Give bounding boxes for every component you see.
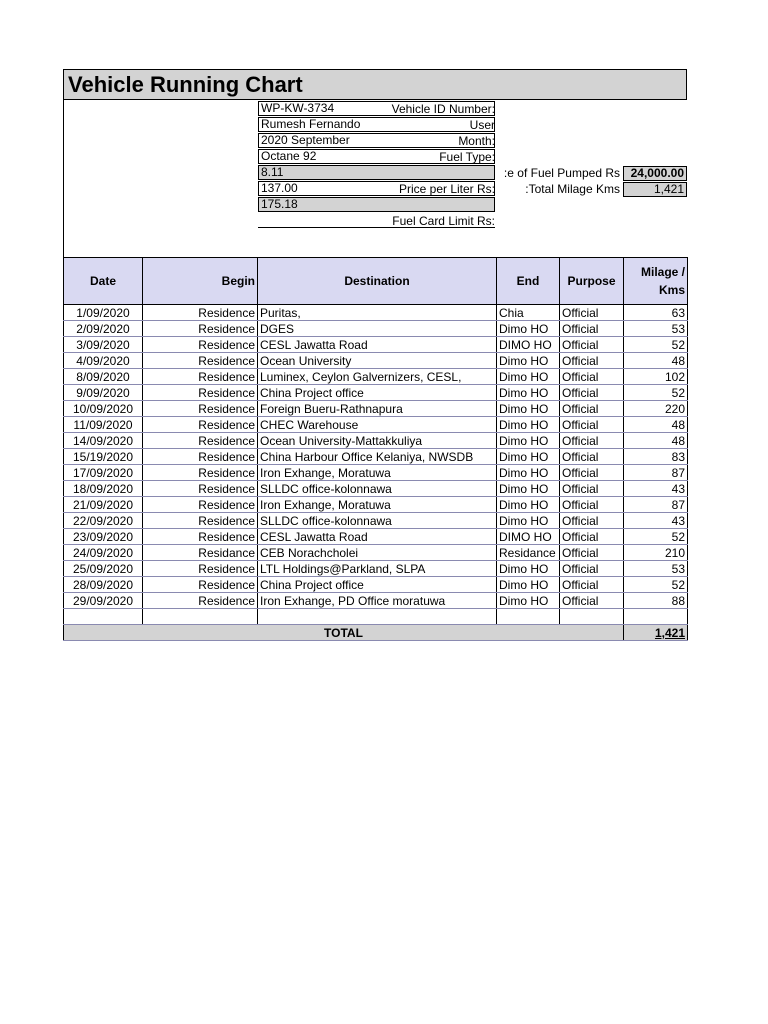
column-header-destination[interactable]: Destination — [258, 258, 497, 305]
info-value-ave-fuel-consumption[interactable]: 8.11 — [258, 165, 495, 180]
cell-purpose[interactable]: Official — [560, 529, 624, 545]
cell-purpose[interactable]: Official — [560, 337, 624, 353]
cell-end[interactable]: Residance — [497, 545, 560, 561]
cell-milage[interactable]: 87 — [624, 465, 688, 481]
cell-destination[interactable]: Ocean University-Mattakkuliya — [258, 433, 497, 449]
cell-begin[interactable]: Residence — [143, 305, 258, 321]
cell-date[interactable]: 10/09/2020 — [64, 401, 143, 417]
cell-purpose[interactable]: Official — [560, 593, 624, 609]
table-row — [64, 481, 688, 497]
table-cell[interactable] — [560, 609, 624, 625]
cell-purpose[interactable]: Official — [560, 481, 624, 497]
table-row — [64, 449, 688, 465]
table-row — [64, 353, 688, 369]
table-row — [64, 545, 688, 561]
cell-begin[interactable]: Residence — [143, 529, 258, 545]
cell-destination[interactable]: Foreign Bueru-Rathnapura — [258, 401, 497, 417]
table-row — [64, 513, 688, 529]
cell-purpose[interactable]: Official — [560, 449, 624, 465]
info-label: User — [469, 118, 495, 132]
table-row — [64, 337, 688, 353]
info-label: Month: — [458, 134, 495, 148]
info-row-user — [64, 117, 495, 133]
cell-begin[interactable]: Residence — [143, 369, 258, 385]
cell-end[interactable]: Dimo HO — [497, 497, 560, 513]
cell-begin[interactable]: Residence — [143, 433, 258, 449]
cell-begin[interactable]: Residence — [143, 337, 258, 353]
cell-milage[interactable]: 63 — [624, 305, 688, 321]
cell-end[interactable]: DIMO HO — [497, 529, 560, 545]
cell-end[interactable]: Dimo HO — [497, 353, 560, 369]
cell-destination[interactable]: Luminex, Ceylon Galvernizers, CESL, — [258, 369, 497, 385]
cell-date[interactable]: 21/09/2020 — [64, 497, 143, 513]
cell-date[interactable]: 18/09/2020 — [64, 481, 143, 497]
cell-milage[interactable]: 52 — [624, 529, 688, 545]
cell-milage[interactable]: 48 — [624, 433, 688, 449]
cell-milage[interactable]: 53 — [624, 561, 688, 577]
cell-milage[interactable]: 83 — [624, 449, 688, 465]
table-row — [64, 593, 688, 609]
cell-begin[interactable]: Residence — [143, 401, 258, 417]
table-row — [64, 305, 688, 321]
table-header-row — [64, 258, 688, 305]
column-header-begin[interactable]: Begin — [143, 258, 258, 305]
sheet-title: Vehicle Running Chart — [63, 69, 687, 100]
total-milage-value[interactable]: 1,421 — [623, 182, 687, 197]
table-body — [64, 305, 688, 609]
cell-date[interactable]: 23/09/2020 — [64, 529, 143, 545]
cell-date[interactable]: 17/09/2020 — [64, 465, 143, 481]
cell-purpose[interactable]: Official — [560, 513, 624, 529]
cell-end[interactable]: Dimo HO — [497, 417, 560, 433]
cell-end[interactable]: Dimo HO — [497, 561, 560, 577]
cell-begin[interactable]: Residance — [143, 545, 258, 561]
info-value-fuel-type[interactable]: Octane 92 — [258, 149, 495, 164]
cell-date[interactable]: 3/09/2020 — [64, 337, 143, 353]
info-value-price-per-liter[interactable]: 137.00 — [258, 181, 495, 196]
table-blank-row — [64, 609, 688, 625]
cell-milage[interactable]: 52 — [624, 385, 688, 401]
cell-date[interactable]: 25/09/2020 — [64, 561, 143, 577]
cell-end[interactable]: Dimo HO — [497, 369, 560, 385]
info-row-ave-fuel-consumption — [64, 165, 495, 181]
running-log-table — [63, 257, 688, 641]
table-row — [64, 529, 688, 545]
table-cell[interactable] — [143, 609, 258, 625]
total-value[interactable]: 1,421 — [624, 625, 688, 641]
info-value-month[interactable]: 2020 September — [258, 133, 495, 148]
table-cell[interactable] — [624, 609, 688, 625]
column-header-milage-line2: Kms — [658, 283, 685, 297]
cell-end[interactable]: DIMO HO — [497, 337, 560, 353]
table-cell[interactable] — [258, 609, 497, 625]
cell-begin[interactable]: Residence — [143, 417, 258, 433]
column-header-milage[interactable] — [624, 258, 688, 305]
cell-purpose[interactable]: Official — [560, 353, 624, 369]
cell-destination[interactable]: CHEC Warehouse — [258, 417, 497, 433]
info-row-fuel-type — [64, 149, 495, 165]
cell-destination[interactable]: CEB Norachcholei — [258, 545, 497, 561]
cell-destination[interactable]: DGES — [258, 321, 497, 337]
table-row — [64, 497, 688, 513]
cell-destination[interactable]: China Harbour Office Kelaniya, NWSDB — [258, 449, 497, 465]
column-header-purpose[interactable]: Purpose — [560, 258, 624, 305]
cell-end[interactable]: Dimo HO — [497, 433, 560, 449]
table-row — [64, 433, 688, 449]
cell-end[interactable]: Dimo HO — [497, 593, 560, 609]
cell-date[interactable]: 24/09/2020 — [64, 545, 143, 561]
cell-purpose[interactable]: Official — [560, 465, 624, 481]
table-row — [64, 401, 688, 417]
cell-destination[interactable]: SLLDC office-kolonnawa — [258, 513, 497, 529]
info-value-total-liters[interactable]: 175.18 — [258, 197, 495, 212]
cell-begin[interactable]: Residence — [143, 561, 258, 577]
cell-date[interactable]: 11/09/2020 — [64, 417, 143, 433]
cell-begin[interactable]: Residence — [143, 513, 258, 529]
info-row-price-per-liter — [64, 181, 495, 197]
column-header-date[interactable]: Date — [64, 258, 143, 305]
info-row-total-liters — [64, 197, 495, 213]
cell-purpose[interactable]: Official — [560, 577, 624, 593]
table-row — [64, 561, 688, 577]
cell-end[interactable]: Chia — [497, 305, 560, 321]
cell-purpose[interactable]: Official — [560, 321, 624, 337]
cell-date[interactable]: 29/09/2020 — [64, 593, 143, 609]
cell-milage[interactable]: 53 — [624, 321, 688, 337]
cell-end[interactable]: Dimo HO — [497, 321, 560, 337]
column-header-milage-line1: Milage / — [640, 265, 685, 279]
info-row-fuel-card-limit — [64, 213, 495, 229]
cell-purpose[interactable]: Official — [560, 545, 624, 561]
cell-date[interactable]: 2/09/2020 — [64, 321, 143, 337]
cell-begin[interactable]: Residence — [143, 593, 258, 609]
cell-milage[interactable]: 48 — [624, 353, 688, 369]
cell-milage[interactable]: 48 — [624, 417, 688, 433]
info-value-user[interactable]: Rumesh Fernando — [258, 117, 495, 132]
cell-purpose[interactable]: Official — [560, 401, 624, 417]
cell-end[interactable]: Dimo HO — [497, 481, 560, 497]
cell-date[interactable]: 4/09/2020 — [64, 353, 143, 369]
cell-destination[interactable]: Puritas, — [258, 305, 497, 321]
cell-date[interactable]: 8/09/2020 — [64, 369, 143, 385]
cell-purpose[interactable]: Official — [560, 561, 624, 577]
cell-purpose[interactable]: Official — [560, 305, 624, 321]
fuel-pumped-label: e of Fuel Pumped Rs: — [503, 166, 620, 180]
table-total-row — [64, 625, 688, 641]
cell-milage[interactable]: 88 — [624, 593, 688, 609]
cell-milage[interactable]: 87 — [624, 497, 688, 513]
cell-date[interactable]: 15/19/2020 — [64, 449, 143, 465]
info-label: Fuel Card Limit Rs: — [392, 214, 495, 228]
info-value-fuel-card-limit[interactable] — [258, 213, 495, 228]
cell-destination[interactable]: CESL Jawatta Road — [258, 529, 497, 545]
info-label: Fuel Type: — [439, 150, 495, 164]
cell-begin[interactable]: Residence — [143, 321, 258, 337]
table-row — [64, 417, 688, 433]
vehicle-info-section — [63, 100, 687, 257]
info-label: Price per Liter Rs: — [398, 182, 495, 196]
cell-date[interactable]: 9/09/2020 — [64, 385, 143, 401]
cell-milage[interactable]: 43 — [624, 513, 688, 529]
table-cell[interactable] — [64, 609, 143, 625]
cell-begin[interactable]: Residence — [143, 497, 258, 513]
cell-begin[interactable]: Residence — [143, 481, 258, 497]
total-label: TOTAL — [64, 625, 624, 641]
cell-begin[interactable]: Residence — [143, 385, 258, 401]
cell-milage[interactable]: 52 — [624, 577, 688, 593]
cell-date[interactable]: 1/09/2020 — [64, 305, 143, 321]
cell-date[interactable]: 22/09/2020 — [64, 513, 143, 529]
info-value-vehicle-id[interactable]: WP-KW-3734 — [258, 101, 495, 116]
cell-end[interactable]: Dimo HO — [497, 513, 560, 529]
info-label: Vehicle ID Number: — [391, 102, 495, 116]
cell-destination[interactable]: Iron Exhange, Moratuwa — [258, 465, 497, 481]
cell-destination[interactable]: China Project office — [258, 385, 497, 401]
fuel-pumped-value[interactable]: 24,000.00 — [623, 166, 687, 181]
cell-milage[interactable]: 102 — [624, 369, 688, 385]
cell-purpose[interactable]: Official — [560, 385, 624, 401]
cell-milage[interactable]: 210 — [624, 545, 688, 561]
cell-destination[interactable]: Iron Exhange, PD Office moratuwa — [258, 593, 497, 609]
cell-begin[interactable]: Residence — [143, 577, 258, 593]
table-row — [64, 577, 688, 593]
cell-end[interactable]: Dimo HO — [497, 385, 560, 401]
table-row — [64, 321, 688, 337]
cell-destination[interactable]: CESL Jawatta Road — [258, 337, 497, 353]
vehicle-running-chart-sheet — [63, 69, 687, 641]
table-row — [64, 385, 688, 401]
cell-end[interactable]: Dimo HO — [497, 465, 560, 481]
cell-end[interactable]: Dimo HO — [497, 449, 560, 465]
table-row — [64, 465, 688, 481]
cell-begin[interactable]: Residence — [143, 465, 258, 481]
cell-destination[interactable]: LTL Holdings@Parkland, SLPA — [258, 561, 497, 577]
cell-date[interactable]: 28/09/2020 — [64, 577, 143, 593]
cell-purpose[interactable]: Official — [560, 369, 624, 385]
cell-destination[interactable]: Iron Exhange, Moratuwa — [258, 497, 497, 513]
info-row-vehicle-id — [64, 101, 495, 117]
table-row — [64, 369, 688, 385]
column-header-end[interactable]: End — [497, 258, 560, 305]
cell-destination[interactable]: China Project office — [258, 577, 497, 593]
cell-destination[interactable]: SLLDC office-kolonnawa — [258, 481, 497, 497]
cell-purpose[interactable]: Official — [560, 497, 624, 513]
cell-begin[interactable]: Residence — [143, 449, 258, 465]
cell-end[interactable]: Dimo HO — [497, 401, 560, 417]
cell-milage[interactable]: 43 — [624, 481, 688, 497]
cell-begin[interactable]: Residence — [143, 353, 258, 369]
info-row-month — [64, 133, 495, 149]
cell-destination[interactable]: Ocean University — [258, 353, 497, 369]
cell-milage[interactable]: 220 — [624, 401, 688, 417]
cell-end[interactable]: Dimo HO — [497, 577, 560, 593]
table-cell[interactable] — [497, 609, 560, 625]
cell-purpose[interactable]: Official — [560, 433, 624, 449]
cell-purpose[interactable]: Official — [560, 417, 624, 433]
cell-milage[interactable]: 52 — [624, 337, 688, 353]
cell-date[interactable]: 14/09/2020 — [64, 433, 143, 449]
total-milage-label: Total Milage Kms: — [525, 182, 620, 196]
